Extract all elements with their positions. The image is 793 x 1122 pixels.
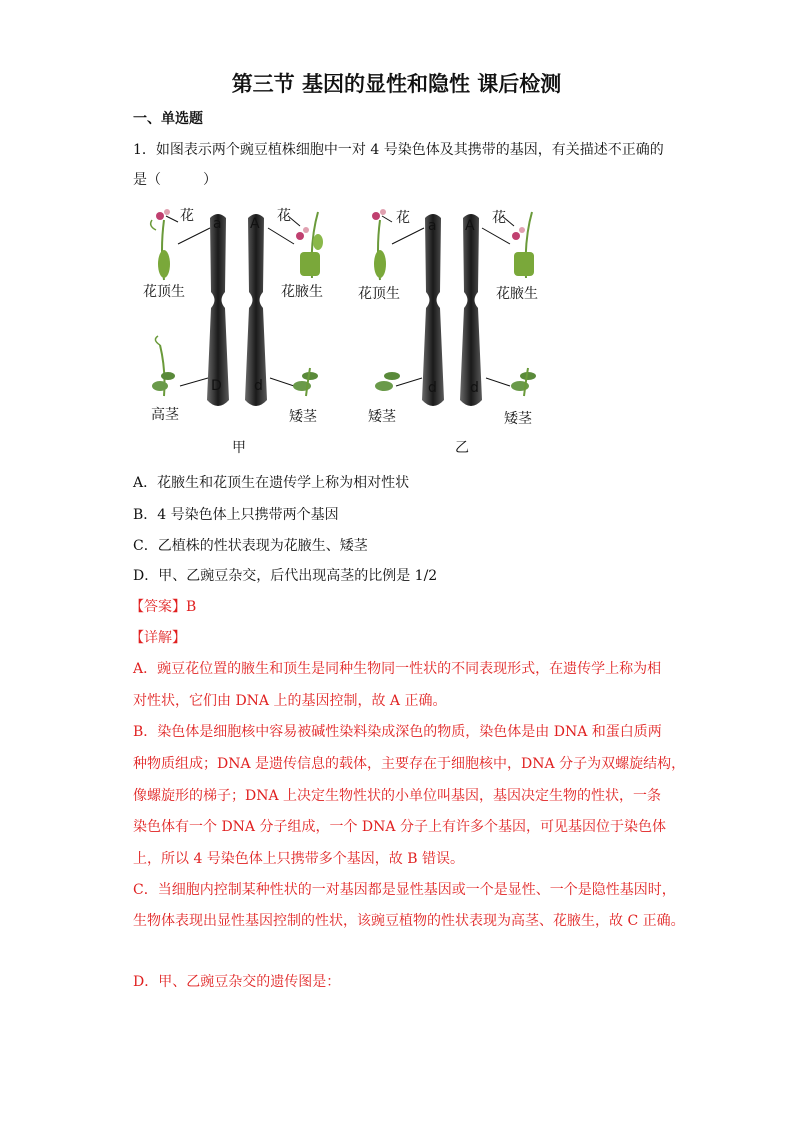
flower-label-jia-left: 花 xyxy=(180,208,194,224)
explanation-line: 染色体有一个 DNA 分子组成，一个 DNA 分子上有许多个基因，可见基因位于染色体 xyxy=(133,819,666,835)
explanation-line: C．当细胞内控制某种性状的一对基因都是显性基因或一个是显性、一个是隐性基因时， xyxy=(133,882,676,898)
explanation-line: 种物质组成；DNA 是遗传信息的载体，主要存在于细胞核中，DNA 分子为双螺旋结构， xyxy=(133,756,686,772)
plant-tall-jia xyxy=(152,336,175,396)
gene-label: A xyxy=(250,216,260,232)
axillary-flower-label-yi: 花腋生 xyxy=(496,286,538,302)
flower-label-yi-right: 花 xyxy=(492,210,506,226)
plant-dwarf-yi-left xyxy=(375,372,400,391)
option-d: D．甲、乙豌豆杂交，后代出现高茎的比例是 1/2 xyxy=(133,568,438,584)
terminal-flower-label-jia: 花顶生 xyxy=(143,284,185,300)
gene-label: d xyxy=(470,380,479,396)
gene-label: D xyxy=(211,378,222,394)
gene-label: a xyxy=(428,218,437,234)
chromosome-pair-yi xyxy=(422,214,482,406)
explanation-line: 上，所以 4 号染色体上只携带多个基因，故 B 错误。 xyxy=(133,851,464,867)
page-title: 第三节 基因的显性和隐性 课后检测 xyxy=(231,72,562,96)
chromosome-figure xyxy=(130,200,560,458)
plant-dwarf-yi-right xyxy=(511,368,536,396)
flower-label-yi-left: 花 xyxy=(396,210,410,226)
figure-caption-yi: 乙 xyxy=(455,440,469,456)
explanation-line: A．豌豆花位置的腋生和顶生是同种生物同一性状的不同表现形式，在遗传学上称为相 xyxy=(133,661,662,677)
plant-axillary-flower-jia xyxy=(296,212,323,278)
explanation-line: 生物体表现出显性基因控制的性状，该豌豆植物的性状表现为高茎、花腋生，故 C 正确。 xyxy=(133,913,685,929)
explanation-line: D．甲、乙豌豆杂交的遗传图是： xyxy=(133,974,341,990)
dwarf-stem-label-yi-left: 矮茎 xyxy=(368,409,396,425)
dwarf-stem-label-jia: 矮茎 xyxy=(289,409,317,425)
explanation-line: 像螺旋形的梯子；DNA 上决定生物性状的小单位叫基因，基因决定生物的性状，一条 xyxy=(133,788,662,804)
explanation-line: 对性状，它们由 DNA 上的基因控制，故 A 正确。 xyxy=(133,693,447,709)
dwarf-stem-label-yi-right: 矮茎 xyxy=(504,411,532,427)
question-stem: 1．如图表示两个豌豆植株细胞中一对 4 号染色体及其携带的基因，有关描述不正确的 xyxy=(133,142,664,158)
gene-label: A xyxy=(465,218,475,234)
gene-label: d xyxy=(254,378,263,394)
gene-label: a xyxy=(213,216,222,232)
tall-stem-label-jia: 高茎 xyxy=(151,407,179,423)
option-b: B．4 号染色体上只携带两个基因 xyxy=(133,507,339,523)
plant-axillary-flower-yi xyxy=(512,212,534,278)
detail-label: 【详解】 xyxy=(130,630,186,646)
terminal-flower-label-yi: 花顶生 xyxy=(358,286,400,302)
plant-dwarf-jia xyxy=(293,368,318,396)
section-heading: 一、单选题 xyxy=(133,111,203,127)
explanation-line: B．染色体是细胞核中容易被碱性染料染成深色的物质，染色体是由 DNA 和蛋白质两 xyxy=(133,724,662,740)
plant-terminal-flower-jia xyxy=(151,209,170,280)
question-stem-cont: 是（ ） xyxy=(133,172,217,188)
plant-terminal-flower-yi xyxy=(372,209,386,280)
gene-label: d xyxy=(428,380,437,396)
axillary-flower-label-jia: 花腋生 xyxy=(281,284,323,300)
flower-label-jia-right: 花 xyxy=(277,208,291,224)
option-a: A．花腋生和花顶生在遗传学上称为相对性状 xyxy=(133,475,410,491)
option-c: C．乙植株的性状表现为花腋生、矮茎 xyxy=(133,538,368,554)
answer-label: 【答案】B xyxy=(130,599,197,615)
figure-caption-jia: 甲 xyxy=(232,440,246,456)
